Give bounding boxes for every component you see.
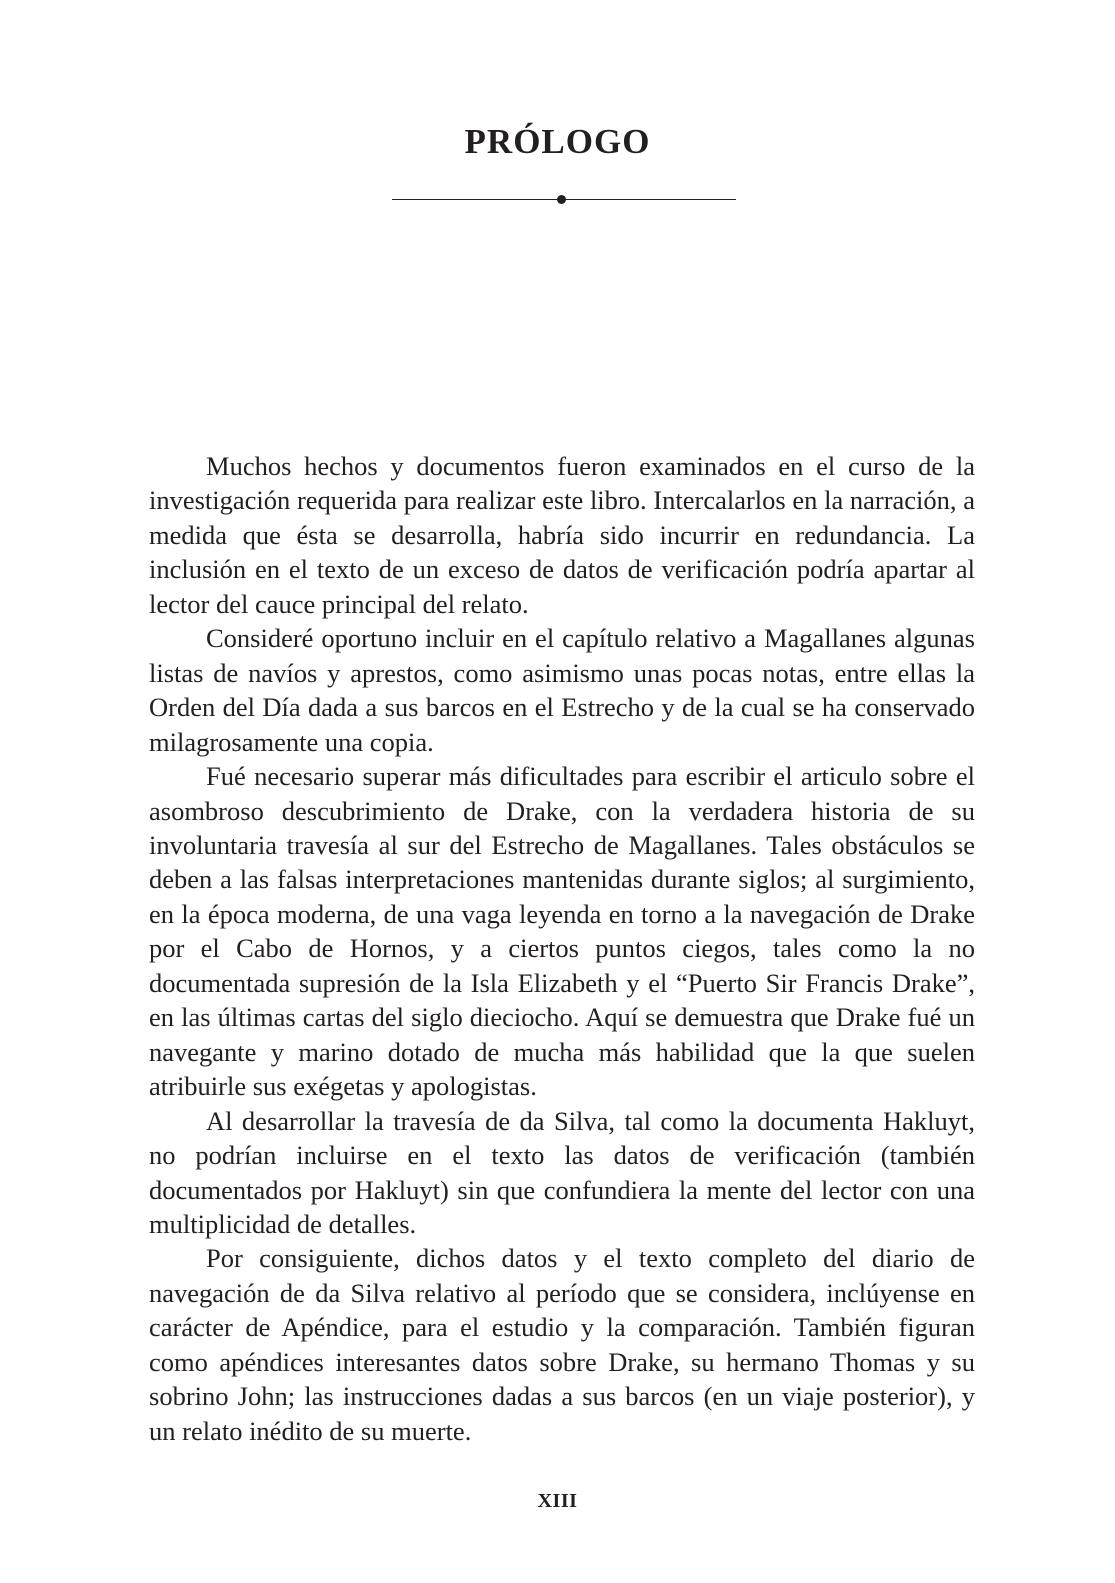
paragraph: Al desarrollar la travesía de da Silva, tal como la documenta Hakluyt, no podrían incluirse en el texto las datos de verificación (también documentados por Hakluyt) sin que confundiera la mente del lector con una multiplicidad de detalles. [149, 1105, 975, 1239]
paragraph: Muchos hechos y documentos fueron examinados en el curso de la investigación requerida para realizar este libro. Intercalarlos en la narración, a medida que ésta se desarrolla, habría sido incurrir en redundancia. La inclusión en el texto de un exceso de datos de verificación podría apartar al lector del cauce principal del relato. [149, 451, 975, 619]
page-title: PRÓLOGO [464, 122, 651, 161]
page-number: XIII [537, 1490, 578, 1512]
title-ornament-divider [392, 192, 736, 208]
paragraph: Fué necesario superar más dificultades para escribir el articulo sobre el asombroso descubrimiento de Drake, con la verdadera historia de su involuntaria travesía al sur del Estrecho de Magallanes. Tales obstáculos se deben a las falsas interpretaciones mantenidas durante siglos; al surgimiento, en la época moderna, de una vaga leyenda en torno a la navegación de Drake por el Cabo de Hornos, y a ciertos puntos ciegos, tales como la no documentada supresión de la Isla Elizabeth y el “Puerto Sir Francis Drake”, en las últimas cartas del siglo dieciocho. Aquí se demuestra que Drake fué un navegante y marino dotado de mucha más habilidad que la que suelen atribuirle sus exégetas y apologistas. [149, 761, 975, 1102]
divider-dot [557, 195, 566, 204]
paragraph: Por consiguiente, dichos datos y el texto completo del diario de navegación de da Silva relativo al período que se considera, inclúyense en carácter de Apéndice, para el estudio y la comparación. También figuran como apéndices interesantes datos sobre Drake, su hermano Thomas y su sobrino John; las instrucciones dadas a sus barcos (en un viaje posterior), y un relato inédito de su muerte. [149, 1243, 975, 1446]
prologue-body [149, 449, 975, 1448]
paragraph: Consideré oportuno incluir en el capítulo relativo a Magallanes algunas listas de navíos y aprestos, como asimismo unas pocas notas, entre ellas la Orden del Día dada a sus barcos en el Estrecho y de la cual se ha conservado milagrosamente una copia. [149, 623, 975, 757]
